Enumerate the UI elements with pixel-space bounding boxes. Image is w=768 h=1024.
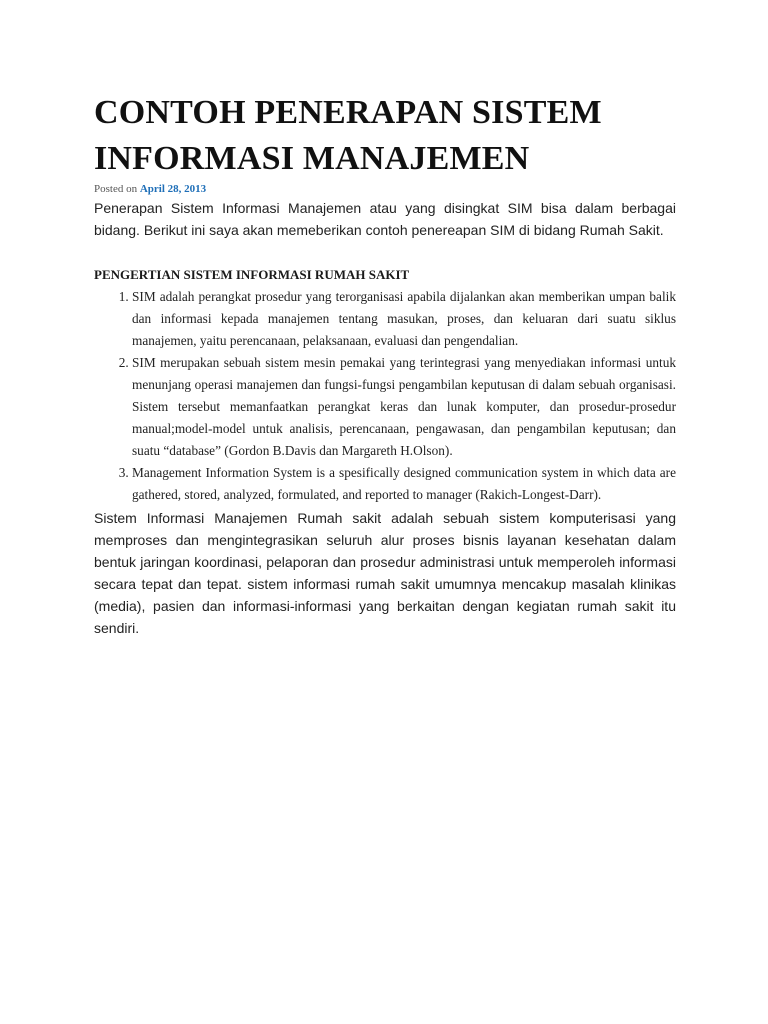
definition-list [94,286,676,506]
list-item: 3. Management Information System is a spesifically designed communication system in which data are gathered, stored, analyzed, formulated, and reported to manager (Rakich-Longest-Darr). [132,462,676,506]
article-title [94,90,676,182]
list-item: 2. SIM merupakan sebuah sistem mesin pemakai yang terintegrasi yang menyediakan informasi untuk menunjang operasi manajemen dan fungsi-fungsi pengambilan keputusan di dalam sebuah organisasi. Sistem tersebut memanfaatkan perangkat keras dan lunak komputer, dan prosedur-prosedur manual;model-model untuk analisis, perencanaan, pengawasan, dan pengambilan keputusan; dan suatu “database” (Gordon B.Davis dan Margareth H.Olson). [132,352,676,462]
intro-paragraph: Penerapan Sistem Informasi Manajemen atau yang disingkat SIM bisa dalam berbagai bidang. Berikut ini saya akan memeberikan contoh penereapan SIM di bidang Rumah Sakit. [94,200,676,238]
closing-paragraph: Sistem Informasi Manajemen Rumah sakit adalah sebuah sistem komputerisasi yang memproses dan mengintegrasikan seluruh alur proses bisnis layanan kesehatan dalam bentuk jaringan koordinasi, pelaporan dan prosedur administrasi untuk memperoleh informasi secara tepat dan tepat. sistem informasi rumah sakit umumnya mencakup masalah klinikas (media), pasien dan informasi-informasi yang berkaitan dengan kegiatan rumah sakit itu sendiri. [94,510,676,636]
document-page [94,90,676,639]
section-heading: PENGERTIAN SISTEM INFORMASI RUMAH SAKIT [94,267,410,282]
posted-prefix: Posted on [94,183,138,195]
title-line-1: CONTOH PENERAPAN SISTEM [94,94,602,131]
list-item: 1. SIM adalah perangkat prosedur yang terorganisasi apabila dijalankan akan memberikan umpan balik dan informasi kepada manajemen tentang masukan, proses, dan keluaran dari suatu siklus manajemen, yaitu perencanaan, pelaksanaan, evaluasi dan pengendalian. [132,286,676,352]
title-line-2: INFORMASI MANAJEMEN [94,140,530,177]
posted-date-link[interactable]: April 28, 2013 [139,183,207,195]
posted-meta [94,182,676,196]
